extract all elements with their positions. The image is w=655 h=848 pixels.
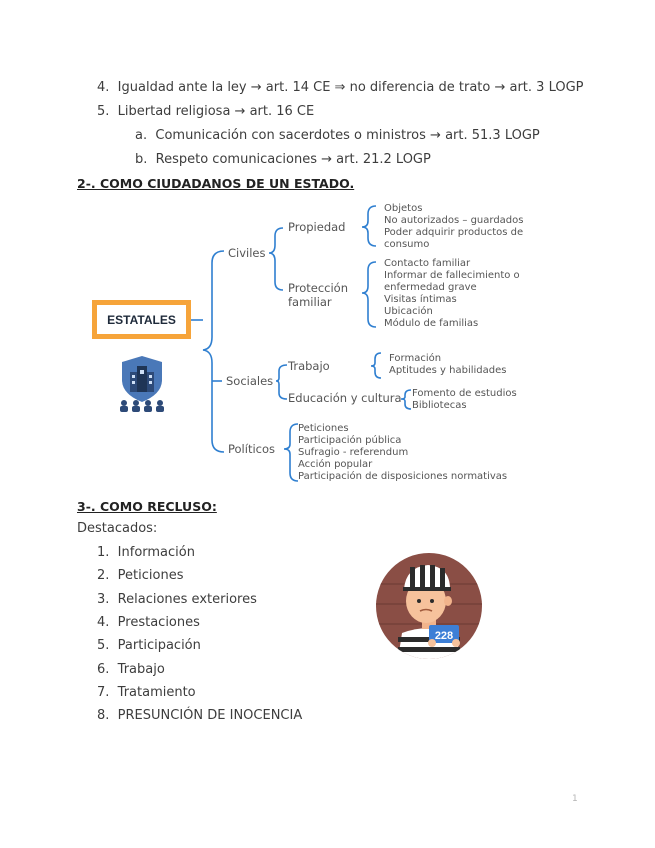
prisoner-avatar-icon [376,553,482,659]
list-text: Igualdad ante la ley → art. 14 CE ⇒ no diferencia de trato → art. 3 LOGP [117,80,584,95]
list-number: 8. [97,708,110,723]
list-text: Trabajo [117,662,165,677]
politicos-item: Participación pública [298,435,402,446]
mindmap-node-propiedad: Propiedad [288,220,346,234]
proteccion-item: Módulo de familias [384,318,479,329]
recluso-item-2 [97,568,183,583]
trabajo-item: Aptitudes y habilidades [389,365,507,376]
list-number: 4. [97,615,110,630]
politicos-item: Participación de disposiciones normativas [298,471,508,482]
proteccion-item: Contacto familiar [384,258,471,269]
list-number: 5. [97,638,110,653]
list-number: 2. [97,568,110,583]
list-letter: b. [135,152,148,167]
propiedad-item: Objetos [384,203,423,214]
list-text: Participación [117,638,201,653]
propiedad-item: consumo [384,239,430,250]
list-text: Comunicación con sacerdotes o ministros → art. 51.3 LOGP [155,128,540,143]
proteccion-item: Informar de fallecimiento o [384,270,520,281]
prisoner-number: 228 [434,630,454,642]
list-text: Libertad religiosa → art. 16 CE [117,104,315,119]
propiedad-items [384,203,523,251]
recluso-item-6 [97,662,165,677]
educacion-item: Bibliotecas [412,400,467,411]
trabajo-items [389,353,506,377]
recluso-item-4 [97,615,200,630]
recluso-item-1 [97,545,195,560]
educacion-items [412,388,517,412]
section-2-heading: 2-. COMO CIUDADANOS DE UN ESTADO. [77,176,355,191]
list-text: Peticiones [117,568,184,583]
proteccion-item: Visitas íntimas [384,294,457,305]
mindmap-root-label: ESTATALES [107,312,176,327]
mindmap-node-sociales: Sociales [226,374,274,388]
list-number: 5. [97,104,110,119]
proteccion-line-1: Protección [288,281,348,295]
list-text: Respeto comunicaciones → art. 21.2 LOGP [155,152,431,167]
destacados-label: Destacados: [77,521,158,536]
recluso-item-5 [97,638,201,653]
section-3-heading: 3-. COMO RECLUSO: [77,499,217,514]
mindmap-root-box [92,300,191,339]
recluso-item-8 [97,708,302,723]
list-number: 7. [97,685,110,700]
list-text: Relaciones exteriores [117,592,257,607]
list-text: Tratamiento [117,685,196,700]
list-letter: a. [135,128,148,143]
list-number: 6. [97,662,110,677]
list-number: 4. [97,80,110,95]
politicos-item: Acción popular [298,459,373,470]
proteccion-line-2: familiar [288,295,332,309]
propiedad-item: No autorizados – guardados [384,215,524,226]
propiedad-item: Poder adquirir productos de [384,227,524,238]
list-number: 1. [97,545,110,560]
proteccion-item: Ubicación [384,306,433,317]
educacion-item: Fomento de estudios [412,388,517,399]
mindmap-node-politicos: Políticos [228,442,276,456]
recluso-item-3 [97,592,257,607]
mindmap-node-trabajo: Trabajo [288,359,330,373]
proteccion-item: enfermedad grave [384,282,477,293]
list-text: PRESUNCIÓN DE INOCENCIA [117,708,303,723]
list-number: 3. [97,592,110,607]
politicos-item: Peticiones [298,423,349,434]
government-building-icon [112,354,172,414]
politicos-items [298,423,507,483]
list-text: Información [117,545,195,560]
mindmap-node-civiles: Civiles [228,246,266,260]
recluso-item-7 [97,685,196,700]
list-text: Prestaciones [117,615,200,630]
proteccion-items [384,258,520,330]
mindmap-node-educacion: Educación y cultura [288,391,402,405]
politicos-item: Sufragio - referendum [298,447,409,458]
page-number: 1 [572,794,578,804]
trabajo-item: Formación [389,353,442,364]
mindmap-node-proteccion [288,281,348,309]
